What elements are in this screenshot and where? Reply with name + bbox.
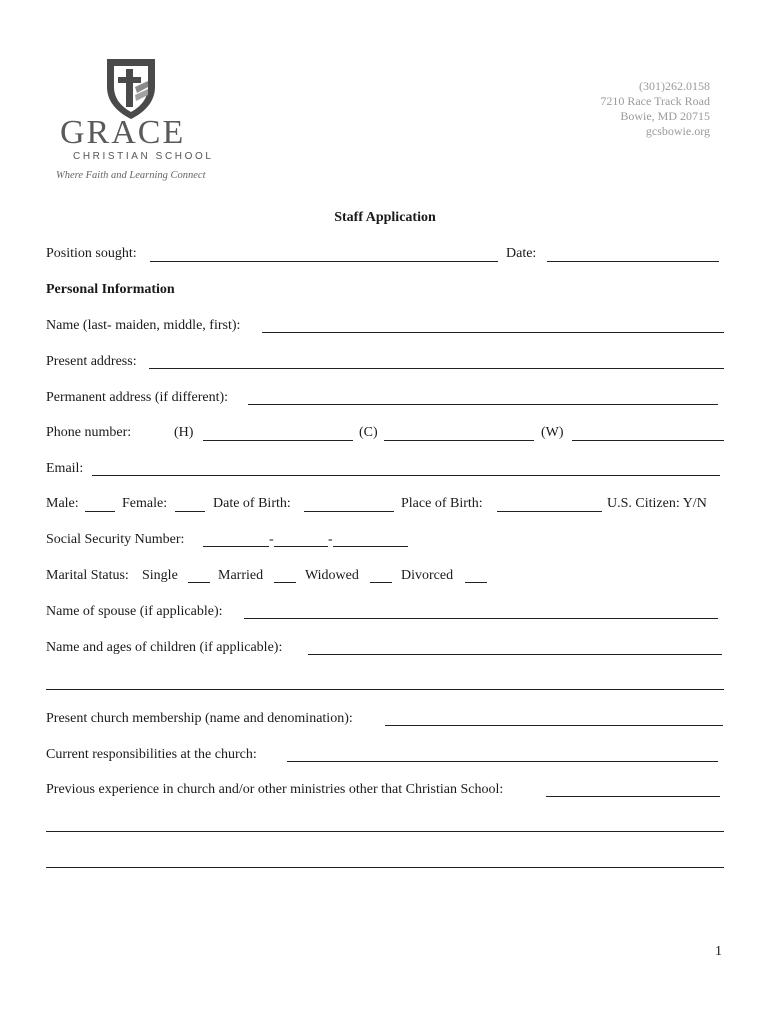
school-tagline: Where Faith and Learning Connect [56, 170, 206, 181]
permanent-address-field[interactable] [248, 404, 718, 405]
divorced-field[interactable] [465, 582, 487, 583]
permanent-address-label: Permanent address (if different): [46, 390, 229, 405]
personal-info-heading: Personal Information [46, 282, 175, 297]
church-label: Present church membership (name and denomination): [46, 711, 353, 726]
email-field[interactable] [92, 475, 720, 476]
female-label: Female: [122, 496, 168, 511]
email-label: Email: [46, 461, 84, 476]
responsibilities-field[interactable] [287, 761, 718, 762]
ssn-field-part1[interactable] [203, 546, 269, 547]
phone-cell-field[interactable] [384, 440, 534, 441]
spouse-label: Name of spouse (if applicable): [46, 604, 223, 619]
children-field-continuation[interactable] [46, 689, 724, 690]
name-label: Name (last- maiden, middle, first): [46, 318, 241, 333]
ssn-field-part2[interactable] [274, 546, 328, 547]
position-field[interactable] [150, 261, 498, 262]
widowed-field[interactable] [370, 582, 392, 583]
experience-label: Previous experience in church and/or other ministries other that Christian School: [46, 782, 504, 797]
school-subtitle: CHRISTIAN SCHOOL [73, 151, 214, 162]
experience-field[interactable] [546, 796, 720, 797]
experience-field-line-3[interactable] [46, 867, 724, 868]
single-field[interactable] [188, 582, 210, 583]
contact-city: Bowie, MD 20715 [620, 109, 710, 123]
male-field[interactable] [85, 511, 115, 512]
church-field[interactable] [385, 725, 723, 726]
married-field[interactable] [274, 582, 296, 583]
marital-label: Marital Status: [46, 568, 129, 583]
children-label: Name and ages of children (if applicable): [46, 640, 283, 655]
contact-website[interactable]: gcsbowie.org [645, 124, 710, 138]
contact-phone: (301)262.0158 [639, 79, 710, 93]
married-label: Married [218, 568, 264, 583]
contact-block [600, 79, 710, 139]
children-field[interactable] [308, 654, 722, 655]
ssn-field-part3[interactable] [333, 546, 408, 547]
page-number: 1 [715, 944, 722, 959]
responsibilities-label: Current responsibilities at the church: [46, 747, 257, 762]
phone-work-field[interactable] [572, 440, 724, 441]
phone-label: Phone number: [46, 425, 132, 440]
position-label: Position sought: [46, 246, 137, 261]
phone-cell-label: (C) [359, 425, 378, 440]
female-field[interactable] [175, 511, 205, 512]
dob-label: Date of Birth: [213, 496, 291, 511]
school-logo-shield-icon [103, 57, 159, 121]
experience-field-line-2[interactable] [46, 831, 724, 832]
divorced-label: Divorced [401, 568, 454, 583]
citizen-label: U.S. Citizen: Y/N [607, 496, 707, 511]
pob-field[interactable] [497, 511, 602, 512]
dob-field[interactable] [304, 511, 394, 512]
pob-label: Place of Birth: [401, 496, 483, 511]
form-title: Staff Application [334, 210, 436, 225]
date-label: Date: [506, 246, 537, 261]
name-field[interactable] [262, 332, 724, 333]
phone-home-field[interactable] [203, 440, 353, 441]
male-label: Male: [46, 496, 79, 511]
single-label: Single [142, 568, 178, 583]
phone-home-label: (H) [174, 425, 194, 440]
phone-work-label: (W) [541, 425, 564, 440]
ssn-separator-2: - [328, 532, 333, 547]
spouse-field[interactable] [244, 618, 718, 619]
contact-street: 7210 Race Track Road [600, 94, 710, 108]
ssn-label: Social Security Number: [46, 532, 185, 547]
date-field[interactable] [547, 261, 719, 262]
present-address-field[interactable] [149, 368, 724, 369]
present-address-label: Present address: [46, 354, 137, 369]
school-wordmark: GRACE [60, 114, 186, 151]
widowed-label: Widowed [305, 568, 359, 583]
ssn-separator-1: - [269, 532, 274, 547]
